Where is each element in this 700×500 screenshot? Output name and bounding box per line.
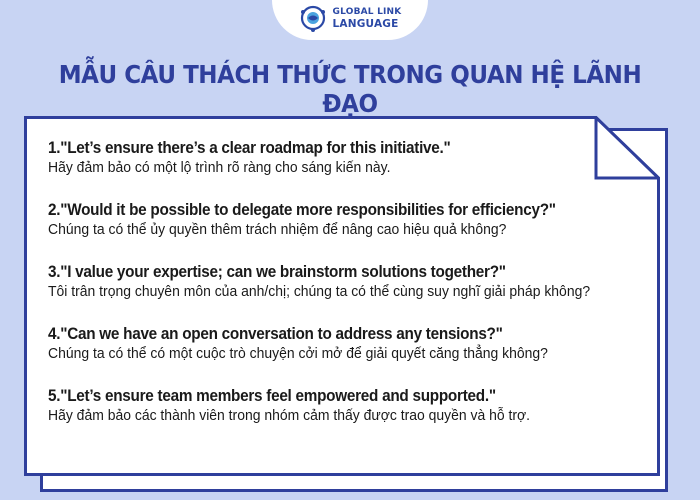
phrase-english: 5."Let’s ensure team members feel empowered and supported." — [48, 386, 496, 405]
list-item — [48, 138, 648, 178]
list-item — [48, 200, 648, 240]
brand-logo — [272, 0, 428, 40]
phrase-english: 3."I value your expertise; can we brainstorm solutions together?" — [48, 262, 506, 281]
list-item — [48, 262, 648, 302]
phrase-vietnamese: Tôi trân trọng chuyên môn của anh/chị; chúng ta có thể cùng suy nghĩ giải pháp không? — [48, 283, 591, 300]
brand-line2: LANGUAGE — [332, 18, 399, 30]
phrase-english: 2."Would it be possible to delegate more responsibilities for efficiency?" — [48, 200, 556, 219]
phrase-vietnamese: Chúng ta có thể ủy quyền thêm trách nhiệm để nâng cao hiệu quả không? — [48, 221, 507, 238]
phrase-vietnamese: Hãy đảm bảo có một lộ trình rõ ràng cho sáng kiến này. — [48, 159, 391, 176]
phrase-list — [48, 138, 648, 448]
brand-name — [333, 6, 402, 30]
phrase-vietnamese: Chúng ta có thể có một cuộc trò chuyện cởi mở để giải quyết căng thẳng không? — [48, 345, 548, 362]
brand-line1: GLOBAL LINK — [332, 7, 402, 17]
list-item — [48, 324, 648, 364]
list-item — [48, 386, 648, 426]
phrase-vietnamese: Hãy đảm bảo các thành viên trong nhóm cảm thấy được trao quyền và hỗ trợ. — [48, 407, 531, 424]
globe-icon — [299, 4, 327, 32]
phrase-english: 1."Let’s ensure there’s a clear roadmap for this initiative." — [48, 138, 451, 157]
page-title: MẪU CÂU THÁCH THỨC TRONG QUAN HỆ LÃNH ĐẠO — [58, 60, 642, 118]
phrase-english: 4."Can we have an open conversation to address any tensions?" — [48, 324, 503, 343]
